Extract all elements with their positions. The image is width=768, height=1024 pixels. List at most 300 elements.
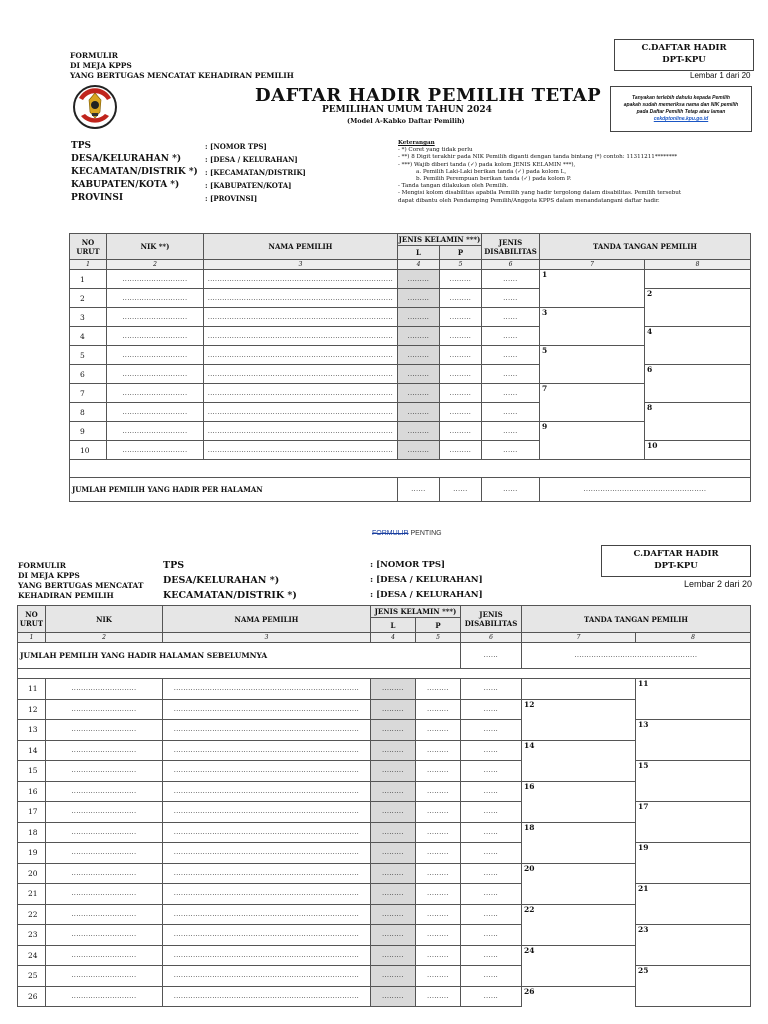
nama-cell[interactable]: ............................................................................. [163, 822, 371, 843]
signature-cell-right[interactable] [645, 422, 751, 441]
dis-cell[interactable]: ...... [482, 346, 540, 365]
dis-cell[interactable]: ...... [461, 925, 522, 946]
nik-cell[interactable]: ........................... [107, 308, 204, 327]
dis-cell[interactable]: ...... [461, 720, 522, 741]
signature-cell-right[interactable] [636, 822, 751, 843]
signature-cell-right[interactable] [645, 289, 751, 308]
signature-number: 19 [638, 843, 649, 852]
signature-cell-left[interactable] [540, 441, 645, 460]
p-cell[interactable]: ......... [416, 720, 461, 741]
signature-cell-right[interactable] [636, 740, 751, 761]
form-badge-2: C.DAFTAR HADIR DPT-KPU [601, 545, 751, 577]
table-row [70, 365, 751, 384]
dis-cell[interactable]: ...... [461, 699, 522, 720]
p-cell[interactable]: ......... [416, 679, 461, 700]
signature-number: 6 [647, 365, 653, 374]
header-values-2: : [NOMOR TPS] : [DESA / KELURAHAN] : [DESA / KELURAHAN] [370, 560, 483, 600]
signature-cell-left[interactable] [522, 966, 636, 987]
l-cell[interactable]: ......... [398, 441, 440, 460]
l-cell[interactable]: ......... [398, 270, 440, 289]
dis-cell[interactable]: ...... [461, 822, 522, 843]
signature-cell-left[interactable] [522, 884, 636, 905]
col-dis-header: JENIS DISABILITAS [482, 234, 540, 260]
nama-cell[interactable]: ............................................................................. [163, 884, 371, 905]
signature-number: 26 [524, 986, 535, 996]
signature-number: 7 [542, 384, 548, 393]
row-number: 8 [70, 403, 107, 422]
dis-cell[interactable]: ...... [482, 441, 540, 460]
row-number: 10 [70, 441, 107, 460]
p-cell[interactable]: ......... [440, 365, 482, 384]
col-p-header: P [416, 618, 461, 633]
signature-cell-right[interactable] [636, 925, 751, 946]
col-number: 4 [398, 260, 440, 270]
dis-cell[interactable]: ...... [461, 802, 522, 823]
signature-cell-right[interactable] [645, 270, 751, 289]
l-cell[interactable]: ......... [398, 289, 440, 308]
nama-cell[interactable]: ............................................................................. [163, 699, 371, 720]
signature-cell-left[interactable] [540, 403, 645, 422]
signature-number: 12 [524, 699, 535, 709]
p-cell[interactable]: ......... [416, 986, 461, 1007]
signature-cell-left[interactable] [540, 327, 645, 346]
p-cell[interactable]: ......... [416, 884, 461, 905]
subtitle: PEMILIHAN UMUM TAHUN 2024 [322, 105, 492, 115]
jumlah-prev-ttd[interactable]: ................................................... [522, 643, 751, 669]
table-row [18, 863, 751, 884]
row-number: 25 [18, 966, 46, 987]
p-cell[interactable]: ......... [440, 289, 482, 308]
row-number: 17 [18, 802, 46, 823]
p-cell[interactable]: ......... [416, 966, 461, 987]
nama-cell[interactable]: ............................................................................. [163, 761, 371, 782]
p-cell[interactable]: ......... [416, 781, 461, 802]
nama-cell[interactable]: ............................................................................. [163, 904, 371, 925]
dis-cell[interactable]: ...... [461, 740, 522, 761]
row-number: 1 [70, 270, 107, 289]
nik-cell[interactable]: ........................... [107, 422, 204, 441]
table-row [18, 945, 751, 966]
col-number: 1 [70, 260, 107, 270]
dis-cell[interactable]: ...... [461, 986, 522, 1007]
signature-cell-right[interactable] [636, 863, 751, 884]
row-number: 3 [70, 308, 107, 327]
signature-cell-right[interactable] [645, 441, 751, 460]
l-cell[interactable]: ......... [371, 802, 416, 823]
table-row [18, 904, 751, 925]
row-number: 24 [18, 945, 46, 966]
signature-number: 23 [638, 925, 649, 934]
signature-cell-right[interactable] [636, 904, 751, 925]
jumlah-l[interactable]: ...... [398, 478, 440, 502]
signature-cell-left[interactable] [540, 365, 645, 384]
l-cell[interactable]: ......... [371, 925, 416, 946]
signature-cell-left[interactable] [522, 802, 636, 823]
signature-cell-right[interactable] [645, 346, 751, 365]
jumlah-p[interactable]: ...... [440, 478, 482, 502]
col-number: 1 [18, 633, 46, 643]
dis-cell[interactable]: ...... [461, 781, 522, 802]
row-number: 26 [18, 986, 46, 1007]
keterangan-notes: Keterangan - *) Coret yang tidak perlu - **) 8 Digit terakhir pada NIK Pemilih diganti dengan tanda bintang (*) contoh: 11311211******** - ***) Wajib diberi tanda (✓) pada kolom JENIS KELAMIN ***), a. Pemilih Laki-Laki berikan tanda (✓) pada kolom L, b. Pemilih Perempuan berikan tanda (✓) pada kolom P. - Tanda tangan dilakukan oleh Pemilih. - Mengisi kolom disabilitas apabila Pemilih yang hadir tergolong dalam disabilitas. Pemilih tersebut dapat dibantu oleh Pendamping Pemilih/Anggota KPPS dalam menandatangani daftar hadir. [398, 140, 682, 204]
table-row [18, 699, 751, 720]
row-number: 18 [18, 822, 46, 843]
signature-number: 24 [524, 945, 535, 955]
row-number: 5 [70, 346, 107, 365]
signature-cell-right[interactable] [645, 327, 751, 346]
row-number: 11 [18, 679, 46, 700]
l-cell[interactable]: ......... [371, 843, 416, 864]
signature-cell-right[interactable] [636, 699, 751, 720]
table-row [18, 925, 751, 946]
nik-cell[interactable]: ........................... [46, 884, 163, 905]
row-number: 9 [70, 422, 107, 441]
nik-cell[interactable]: ........................... [46, 945, 163, 966]
dis-cell[interactable]: ...... [482, 365, 540, 384]
nama-cell[interactable]: ............................................................................. [163, 843, 371, 864]
kpu-logo [73, 80, 117, 134]
nik-cell[interactable]: ........................... [46, 863, 163, 884]
row-number: 14 [18, 740, 46, 761]
p-cell[interactable]: ......... [416, 925, 461, 946]
signature-number: 2 [647, 289, 653, 298]
dis-cell[interactable]: ...... [461, 843, 522, 864]
l-cell[interactable]: ......... [398, 346, 440, 365]
spacer-row [70, 460, 751, 478]
cekdpt-link[interactable]: cekdptonline.kpu.go.id [653, 116, 709, 122]
nik-cell[interactable]: ........................... [46, 781, 163, 802]
p-cell[interactable]: ......... [440, 346, 482, 365]
table-row [70, 441, 751, 460]
dis-cell[interactable]: ...... [482, 422, 540, 441]
signature-cell-right[interactable] [636, 986, 751, 1007]
nik-cell[interactable]: ........................... [46, 740, 163, 761]
signature-cell-left[interactable] [522, 699, 636, 720]
row-number: 22 [18, 904, 46, 925]
signature-cell-left[interactable] [522, 679, 636, 700]
row-number: 20 [18, 863, 46, 884]
row-number: 19 [18, 843, 46, 864]
l-cell[interactable]: ......... [398, 403, 440, 422]
signature-number: 21 [638, 884, 649, 893]
nama-cell[interactable]: ............................................................................. [163, 986, 371, 1007]
dis-cell[interactable]: ...... [461, 966, 522, 987]
table-row [70, 422, 751, 441]
nik-cell[interactable]: ........................... [107, 327, 204, 346]
signature-cell-left[interactable] [522, 945, 636, 966]
signature-cell-right[interactable] [636, 679, 751, 700]
signature-cell-left[interactable] [522, 822, 636, 843]
nik-cell[interactable]: ........................... [46, 904, 163, 925]
l-cell[interactable]: ......... [371, 966, 416, 987]
l-cell[interactable]: ......... [371, 761, 416, 782]
col-dis-header: JENIS DISABILITAS [461, 606, 522, 633]
nama-cell[interactable]: ............................................................................. [163, 720, 371, 741]
nama-cell[interactable]: ............................................................................. [163, 925, 371, 946]
dis-cell[interactable]: ...... [461, 761, 522, 782]
signature-cell-right[interactable] [636, 761, 751, 782]
col-number: 7 [522, 633, 636, 643]
l-cell[interactable]: ......... [371, 699, 416, 720]
signature-number: 22 [524, 904, 535, 914]
row-number: 4 [70, 327, 107, 346]
row-number: 13 [18, 720, 46, 741]
col-nik-header: NIK **) [107, 234, 204, 260]
col-number: 2 [107, 260, 204, 270]
signature-cell-left[interactable] [522, 986, 636, 1007]
p-cell[interactable]: ......... [440, 270, 482, 289]
signature-cell-left[interactable] [522, 740, 636, 761]
nik-cell[interactable]: ........................... [107, 289, 204, 308]
jumlah-ttd[interactable]: ................................................... [540, 478, 751, 502]
col-ttd-header: TANDA TANGAN PEMILIH [522, 606, 751, 633]
attendance-table-page1 [69, 233, 751, 502]
nama-cell[interactable]: ............................................................................. [204, 308, 398, 327]
signature-cell-left[interactable] [522, 720, 636, 741]
table-row [70, 289, 751, 308]
col-number: 7 [540, 260, 645, 270]
dis-cell[interactable]: ...... [482, 384, 540, 403]
signature-number: 8 [647, 403, 653, 412]
signature-number: 4 [647, 327, 653, 336]
nik-cell[interactable]: ........................... [46, 986, 163, 1007]
signature-number: 15 [638, 761, 649, 770]
row-number: 2 [70, 289, 107, 308]
l-cell[interactable]: ......... [371, 884, 416, 905]
table-row [18, 679, 751, 700]
signature-number: 3 [542, 308, 548, 317]
nama-cell[interactable]: ............................................................................. [204, 441, 398, 460]
signature-cell-left[interactable] [522, 925, 636, 946]
signature-cell-left[interactable] [540, 346, 645, 365]
col-ttd-header: TANDA TANGAN PEMILIH [540, 234, 751, 260]
col-number: 3 [163, 633, 371, 643]
l-cell[interactable]: ......... [371, 740, 416, 761]
signature-number: 10 [647, 441, 658, 450]
signature-cell-left[interactable] [540, 384, 645, 403]
signature-cell-left[interactable] [540, 308, 645, 327]
col-number: 6 [482, 260, 540, 270]
col-jk-header: JENIS KELAMIN ***) [371, 606, 461, 618]
col-no-header: NO URUT [18, 606, 46, 633]
table-row [18, 802, 751, 823]
table-row [18, 761, 751, 782]
p-cell[interactable]: ......... [416, 699, 461, 720]
signature-cell-right[interactable] [636, 945, 751, 966]
signature-number: 16 [524, 781, 535, 791]
nama-cell[interactable]: ............................................................................. [204, 384, 398, 403]
nama-cell[interactable]: ............................................................................. [204, 403, 398, 422]
nama-cell[interactable]: ............................................................................. [163, 945, 371, 966]
row-number: 21 [18, 884, 46, 905]
nik-cell[interactable]: ........................... [107, 384, 204, 403]
col-nama-header: NAMA PEMILIH [163, 606, 371, 633]
p-cell[interactable]: ......... [416, 740, 461, 761]
signature-number: 9 [542, 422, 548, 431]
col-l-header: L [398, 246, 440, 260]
signature-cell-left[interactable] [522, 781, 636, 802]
p-cell[interactable]: ......... [440, 327, 482, 346]
dis-cell[interactable]: ...... [482, 289, 540, 308]
col-jk-header: JENIS KELAMIN ***) [398, 235, 481, 244]
p-cell[interactable]: ......... [440, 422, 482, 441]
nik-cell[interactable]: ........................... [46, 761, 163, 782]
p-cell[interactable]: ......... [416, 863, 461, 884]
nik-cell[interactable]: ........................... [46, 822, 163, 843]
l-cell[interactable]: ......... [398, 422, 440, 441]
p-cell[interactable]: ......... [416, 945, 461, 966]
p-cell[interactable]: ......... [416, 822, 461, 843]
dis-cell[interactable]: ...... [482, 327, 540, 346]
table-row [70, 270, 751, 289]
nik-cell[interactable]: ........................... [107, 441, 204, 460]
nama-cell[interactable]: ............................................................................. [163, 781, 371, 802]
col-number: 4 [371, 633, 416, 643]
l-cell[interactable]: ......... [371, 679, 416, 700]
l-cell[interactable]: ......... [371, 822, 416, 843]
col-number: 8 [636, 633, 751, 643]
table-row [18, 720, 751, 741]
l-cell[interactable]: ......... [371, 863, 416, 884]
dis-cell[interactable]: ...... [482, 270, 540, 289]
page-counter: Lembar 1 dari 20 [690, 71, 751, 80]
nik-cell[interactable]: ........................... [46, 802, 163, 823]
signature-cell-left[interactable] [540, 422, 645, 441]
l-cell[interactable]: ......... [398, 365, 440, 384]
signature-number: 5 [542, 346, 548, 355]
header-fields: TPS : [NOMOR TPS] DESA/KELURAHAN *) : [DESA / KELURAHAN] KECAMATAN/DISTRIK *) : [KECAMATAN/DISTRIK] KABUPATEN/KOTA *) : [KABUPATEN/KOTA] PROVINSI : [PROVINSI] [71, 141, 306, 203]
signature-cell-right[interactable] [645, 308, 751, 327]
nama-cell[interactable]: ............................................................................. [163, 966, 371, 987]
dis-cell[interactable]: ...... [482, 403, 540, 422]
row-number: 23 [18, 925, 46, 946]
col-number: 6 [461, 633, 522, 643]
l-cell[interactable]: ......... [371, 720, 416, 741]
signature-cell-right[interactable] [636, 884, 751, 905]
nik-cell[interactable]: ........................... [107, 346, 204, 365]
nama-cell[interactable]: ............................................................................. [204, 346, 398, 365]
l-cell[interactable]: ......... [398, 384, 440, 403]
header-fields-2: TPS DESA/KELURAHAN *) KECAMATAN/DISTRIK *) [163, 560, 297, 601]
nik-cell[interactable]: ........................... [107, 365, 204, 384]
table-row [70, 327, 751, 346]
dis-cell[interactable]: ...... [461, 863, 522, 884]
row-number: 16 [18, 781, 46, 802]
signature-cell-right[interactable] [636, 720, 751, 741]
nik-cell[interactable]: ........................... [46, 966, 163, 987]
nama-cell[interactable]: ............................................................................. [204, 365, 398, 384]
signature-number: 11 [638, 679, 649, 688]
col-nama-header: NAMA PEMILIH [204, 234, 398, 260]
nik-cell[interactable]: ........................... [46, 843, 163, 864]
nik-cell[interactable]: ........................... [107, 270, 204, 289]
signature-cell-right[interactable] [636, 802, 751, 823]
signature-cell-left[interactable] [540, 270, 645, 289]
p-cell[interactable]: ......... [416, 802, 461, 823]
nama-cell[interactable]: ............................................................................. [204, 289, 398, 308]
l-cell[interactable]: ......... [371, 945, 416, 966]
l-cell[interactable]: ......... [398, 308, 440, 327]
col-number: 3 [204, 260, 398, 270]
table-row [70, 384, 751, 403]
l-cell[interactable]: ......... [371, 781, 416, 802]
table-row [18, 822, 751, 843]
nik-cell[interactable]: ........................... [46, 720, 163, 741]
table-row [70, 308, 751, 327]
row-number: 7 [70, 384, 107, 403]
signature-number: 20 [524, 863, 535, 873]
table-row [18, 884, 751, 905]
dis-cell[interactable]: ...... [461, 679, 522, 700]
nik-cell[interactable]: ........................... [107, 403, 204, 422]
nama-cell[interactable]: ............................................................................. [163, 740, 371, 761]
signature-cell-right[interactable] [636, 966, 751, 987]
model-label: (Model A-Kabko Daftar Pemilih) [347, 117, 465, 125]
attendance-table-page2 [17, 605, 751, 1007]
nik-cell[interactable]: ........................... [46, 679, 163, 700]
l-cell[interactable]: ......... [371, 904, 416, 925]
col-number: 5 [440, 260, 482, 270]
signature-cell-right[interactable] [645, 403, 751, 422]
section-divider: FORMULIR PENTING [372, 530, 442, 537]
p-cell[interactable]: ......... [416, 761, 461, 782]
p-cell[interactable]: ......... [440, 441, 482, 460]
formulir-label: FORMULIR DI MEJA KPPS YANG BERTUGAS MENCATAT KEHADIRAN PEMILIH [70, 51, 294, 80]
signature-cell-left[interactable] [522, 843, 636, 864]
signature-cell-left[interactable] [522, 761, 636, 782]
signature-cell-right[interactable] [636, 843, 751, 864]
signature-cell-right[interactable] [645, 365, 751, 384]
signature-cell-right[interactable] [636, 781, 751, 802]
p-cell[interactable]: ......... [416, 904, 461, 925]
p-cell[interactable]: ......... [440, 384, 482, 403]
nama-cell[interactable]: ............................................................................. [163, 802, 371, 823]
dis-cell[interactable]: ...... [461, 904, 522, 925]
jumlah-dis[interactable]: ...... [482, 478, 540, 502]
p-cell[interactable]: ......... [440, 403, 482, 422]
signature-cell-left[interactable] [540, 289, 645, 308]
nama-cell[interactable]: ............................................................................. [163, 679, 371, 700]
p-cell[interactable]: ......... [416, 843, 461, 864]
nama-cell[interactable]: ............................................................................. [204, 270, 398, 289]
signature-number: 1 [542, 270, 548, 279]
dis-cell[interactable]: ...... [461, 884, 522, 905]
nama-cell[interactable]: ............................................................................. [204, 327, 398, 346]
l-cell[interactable]: ......... [398, 327, 440, 346]
nik-cell[interactable]: ........................... [46, 699, 163, 720]
p-cell[interactable]: ......... [440, 308, 482, 327]
nama-cell[interactable]: ............................................................................. [204, 422, 398, 441]
nik-cell[interactable]: ........................... [46, 925, 163, 946]
jumlah-label: JUMLAH PEMILIH YANG HADIR PER HALAMAN [70, 478, 398, 502]
signature-cell-right[interactable] [645, 384, 751, 403]
notice-box: Tanyakan terlebih dahulu kepada Pemilih apakah sudah memeriksa nama dan NIK pemilih pada Daftar Pemilih Tetap atau laman cekdptonline.kpu.go.id [610, 86, 752, 132]
signature-cell-left[interactable] [522, 863, 636, 884]
col-number: 8 [645, 260, 751, 270]
signature-number: 25 [638, 966, 649, 975]
signature-number: 18 [524, 822, 535, 832]
l-cell[interactable]: ......... [371, 986, 416, 1007]
dis-cell[interactable]: ...... [482, 308, 540, 327]
dis-cell[interactable]: ...... [461, 945, 522, 966]
nama-cell[interactable]: ............................................................................. [163, 863, 371, 884]
row-number: 6 [70, 365, 107, 384]
form-badge: C.DAFTAR HADIR DPT-KPU [614, 39, 754, 71]
page-counter-2: Lembar 2 dari 20 [684, 579, 753, 589]
jumlah-prev-dis[interactable]: ...... [461, 643, 522, 669]
signature-number: 14 [524, 740, 535, 750]
signature-cell-left[interactable] [522, 904, 636, 925]
